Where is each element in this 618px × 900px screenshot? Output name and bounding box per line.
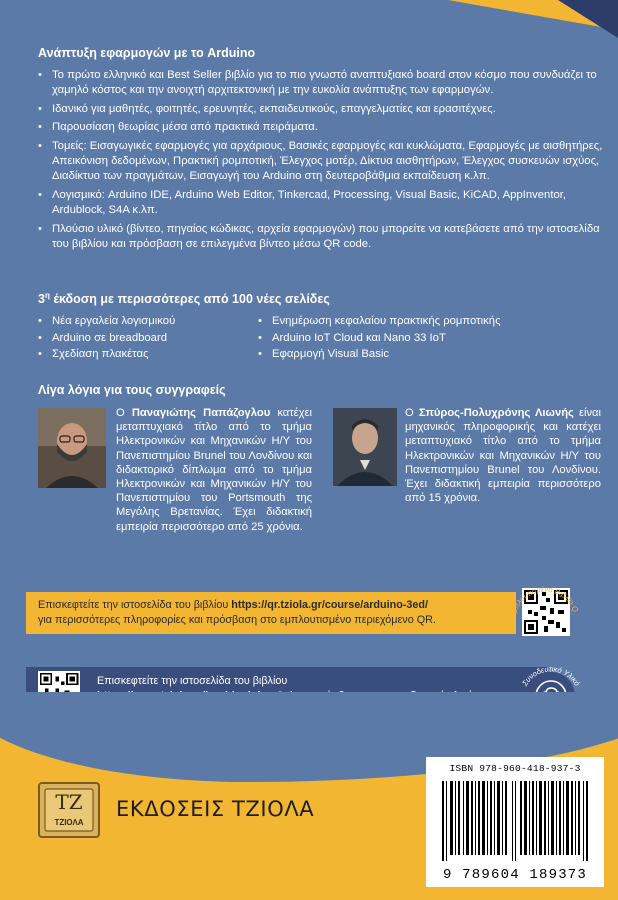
author2-lead: Ο: [405, 407, 419, 419]
edition-number: 3: [38, 292, 45, 307]
author1-lead: Ο: [116, 407, 132, 419]
barcode-digits: 9 789604 189373: [442, 867, 588, 883]
author1-name: Παναγιώτης Παπάζογλου: [131, 407, 271, 419]
section-title-arduino: Ανάπτυξη εφαρμογών με το Arduino: [38, 46, 256, 60]
list-item: • Νέα εργαλεία λογισμικού: [38, 314, 258, 330]
logo-word: ΤΖΙΟΛΑ: [54, 818, 84, 827]
author1-bio-text: κατέχει μεταπτυχιακό τίτλο από το τμήμα Ηλεκτρονικών και Μηχανικών Η/Υ του Πανεπιστημίου Brunel του Λονδίνου και διδακτορικό δίπλωμα από το τμήμα Ηλεκτρονικών και Μηχανικών Η/Υ του Πανεπιστημίου του Portsmouth της Μεγάλης Βρετανίας. Έχει διδακτική εμπειρία περισσότερο από 25 χρόνια.: [116, 407, 313, 533]
qr-course-link[interactable]: https://qr.tziola.gr/course/arduino-3ed/: [231, 599, 429, 611]
qr-enriched-badge: [506, 572, 584, 650]
edition-features-right: [258, 314, 501, 364]
isbn-barcode: [426, 757, 604, 887]
feature-list: [38, 68, 603, 255]
author2-bio: [405, 406, 601, 505]
qr-info-line1: [38, 598, 516, 613]
barcode-bars: [442, 781, 592, 861]
edition-title-text: έκδοση με περισσότερες από 100 νέες σελίδες: [49, 292, 330, 307]
list-item: • Arduino IoT Cloud και Nano 33 IoT: [258, 331, 501, 347]
material-info-line1: Επισκεφτείτε την ιστοσελίδα του βιβλίου: [97, 675, 288, 687]
publisher-logo: [38, 782, 100, 838]
list-item: • Το πρώτο ελληνικό και Best Seller βιβλίο για το πιο γνωστό αναπτυξιακό board στον κόσμο που συνδυάζει το χαμηλό κόστος και την ανοιχτή αρχιτεκτονική με την ευκολία ανάπτυξης των εφαρμογών.: [38, 68, 603, 99]
list-item: • Τομείς: Εισαγωγικές εφαρμογές για αρχάριους, Βασικές εφαρμογές και κυκλώματα, Εφαρμογές με αισθητήρες, Απεικόνιση δεδομένων, Πρακτική ρομποτική, Έλεγχος μοτέρ, Δίκτυα αισθητήρων, Έλεγχος συσκευών ισχύος, Διαδίκτυο των πραγμάτων, Εισαγωγή του Arduino στη δευτεροβάθμια εκπαίδευση κ.λπ.: [38, 139, 603, 185]
edition-superscript: η: [44, 291, 50, 300]
author2-name: Σπύρος-Πολυχρόνης Λιωνής: [418, 407, 574, 419]
list-item: • Σχεδίαση πλακέτας: [38, 347, 258, 363]
qr-info-prefix: Επισκεφτείτε την ιστοσελίδα του βιβλίου: [38, 599, 232, 611]
section-title-authors: Λίγα λόγια για τους συγγραφείς: [38, 383, 226, 397]
list-item: • Arduino σε breadboard: [38, 331, 258, 347]
qr-badge-text: μπλουτισμένο Βιβλίο Q: [509, 584, 581, 614]
list-item: • Ενημέρωση κεφαλαίου πρακτικής ρομποτικής: [258, 314, 501, 330]
material-badge-text: Συνοδευτικό Υλικό: [520, 664, 582, 688]
qr-info-box: [26, 592, 516, 634]
qr-info-line2: για περισσότερες πληροφορίες και πρόσβαση στο εμπλουτισμένο περιεχόμενο QR.: [38, 614, 436, 626]
edition-features-left: [38, 314, 258, 364]
edition-features: [38, 314, 603, 364]
list-item: • Παρουσίαση θεωρίας μέσα από πρακτικά πειράματα.: [38, 120, 603, 135]
list-item: • Λογισμικό: Arduino IDE, Arduino Web Editor, Tinkercad, Processing, Visual Basic, KiCAD, AppInventor, Ardublock, S4A κ.λπ.: [38, 188, 603, 219]
author1-photo: [38, 408, 106, 488]
author2-bio-text: είναι μηχανικός πληροφορικής και κατέχει μεταπτυχιακό τίτλο από το τμήμα Ηλεκτρονικών και Μηχανικών Η/Υ του Πανεπιστημίου Brunel του Λονδίνου. Έχει διδακτική εμπειρία περισσότερο από 15 χρόνια.: [405, 407, 602, 505]
logo-letters: TZ: [55, 790, 83, 814]
list-item: • Εφαρμογή Visual Basic: [258, 347, 501, 363]
isbn-label: ISBN 978-960-418-937-3: [449, 763, 581, 774]
author1-bio: [116, 406, 312, 534]
list-item: • Ιδανικό για μαθητές, φοιτητές, ερευνητές, εκπαιδευτικούς, επαγγελματίες και ερασιτέχνες.: [38, 102, 603, 117]
svg-text:Εμπλουτισμένο Βιβλίο QR: [506, 572, 580, 615]
corner-accent-dark: [558, 0, 618, 38]
author2-photo: [333, 408, 397, 486]
publisher-name: ΕΚΔΟΣΕΙΣ ΤΖΙΟΛΑ: [116, 797, 315, 821]
section-title-edition: [38, 291, 330, 306]
list-item: • Πλούσιο υλικό (βίντεο, πηγαίος κώδικας, αρχεία εφαρμογών) που μπορείτε να κατεβάσετε από την ιστοσελίδα του βιβλίου και πρόσβαση σε επιλεγμένα βίντεο μέσω QR code.: [38, 222, 603, 253]
